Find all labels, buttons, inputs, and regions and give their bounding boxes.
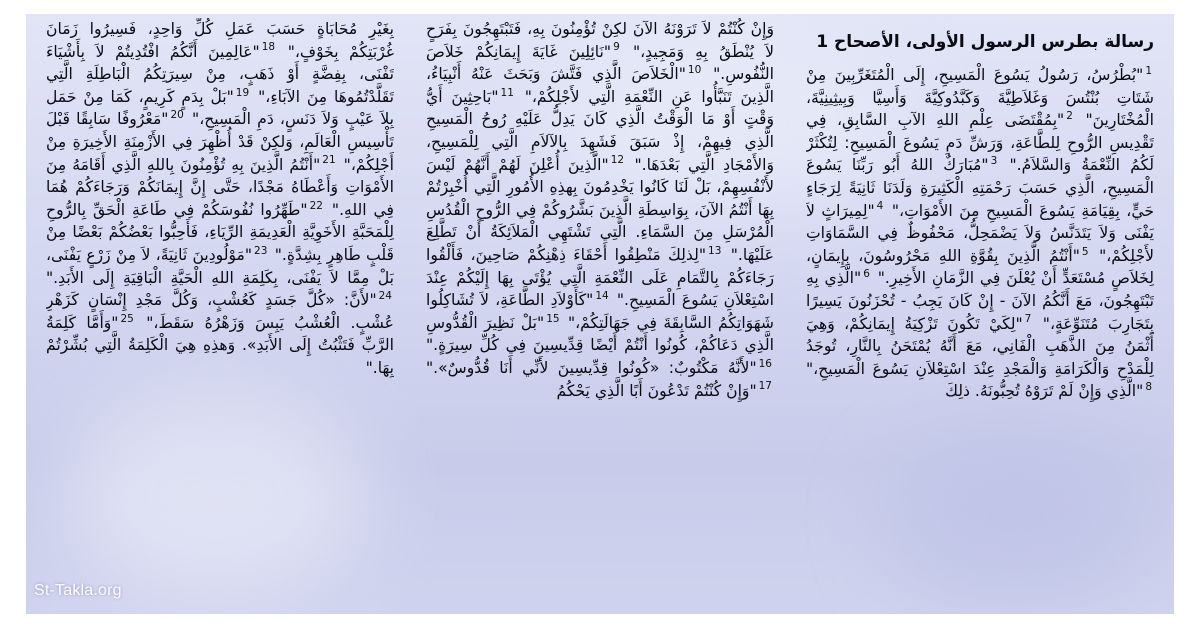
verse-text: "وَإِنْ كُنْتُمْ تَدْعُونَ أَبًا الَّذِي يَحْكُمُ bbox=[556, 381, 757, 400]
verse-text: "بَاحِثِينَ أَيُّ وَقْتٍ أَوْ مَا الْوَقْتُ الَّذِي كَانَ يَدِلُّ عَلَيْهِ رُوحُ الْمَسِيحِ الَّذِي فِيهِمْ، إِذْ سَبَقَ فَشَهِدَ بِالآلاَمِ الَّتِي لِلْمَسِيحِ، وَالأَمْجَادِ الَّتِي بَعْدَهَا." bbox=[426, 87, 774, 174]
verse-text: "لِذلِكَ مَنْطِقُوا أَحْقَاءَ ذِهْنِكُمْ صَاحِينَ، فَأَلْقُوا رَجَاءَكُمْ بِالتَّمَامِ عَلَى النِّعْمَةِ الَّتِي يُؤْتَى بِهَا إِلَيْكُمْ عِنْدَ اسْتِعْلاَنِ يَسُوعَ الْمَسِيحِ." bbox=[426, 245, 774, 310]
verse-number: 22 bbox=[309, 199, 323, 212]
verse-number: 19 bbox=[235, 86, 250, 99]
verse-text: "كَأَوْلاَدِ الطَّاعَةِ، لاَ تُشَاكِلُوا شَهَوَاتِكُمُ السَّابِقَةَ فِي جَهَالَتِكُمْ،" bbox=[426, 291, 774, 332]
verse-number: 14 bbox=[595, 289, 609, 302]
verse-text: "الْخَلاَصَ الَّذِي فَتَّشَ وَبَحَثَ عَنْهُ أَنْبِيَاءُ، الَّذِينَ تَنَبَّأُوا عَنِ النِّعْمَةِ الَّتِي لأَجْلِكُمْ،" bbox=[426, 65, 774, 106]
verse bbox=[945, 382, 1154, 400]
verse-number: 6 bbox=[863, 268, 870, 281]
verse-text: "أَنْتُمُ الَّذِينَ بِقُوَّةِ اللهِ مَحْرُوسُونَ، بِإِيمَانٍ، لِخَلاَصٍ مُسْتَعَدٍّ أَنْ يُعْلَنَ فِي الزَّمَانِ الأَخِيرِ." bbox=[806, 246, 1154, 288]
verse-number: 12 bbox=[610, 154, 625, 167]
verse-number: 16 bbox=[758, 357, 772, 370]
verse-text: "لِكَيْ تَكُونَ تَزْكِيَةُ إِيمَانِكُمْ، وَهِيَ أَثْمَنُ مِنَ الذَّهَبِ الْفَانِي، مَعَ أَنَّهُ يُمْتَحَنُ بِالنَّارِ، تُوجَدُ لِلْمَدْحِ وَالْكَرَامَةِ وَالْمَجْدِ عِنْدَ اسْتِعْلاَنِ يَسُوعَ الْمَسِيحِ،" bbox=[806, 314, 1154, 378]
verse-number: 9 bbox=[613, 41, 620, 54]
verse-number: 8 bbox=[1145, 381, 1152, 394]
verse-number: 23 bbox=[254, 244, 268, 257]
verse-text: "لِمِيرَاثٍ لاَ يَفْنَى وَلاَ يَتَدَنَّسُ وَلاَ يَضْمَحِلُّ، مَحْفُوظٌ فِي السَّمَاوَاتِ لأَجْلِكُمْ،" bbox=[806, 201, 1154, 265]
verse-number: 3 bbox=[990, 155, 998, 168]
verse-text: "مَوْلُودِينَ ثَانِيَةً، لاَ مِنْ زَرْعٍ يَفْنَى، بَلْ مِمَّا لاَ يَفْنَى، بِكَلِمَةِ اللهِ الْحَيَّةِ الْبَاقِيَةِ إِلَى الأَبَدِ." bbox=[46, 245, 394, 287]
verse-number: 10 bbox=[687, 64, 702, 76]
verse-number: 7 bbox=[1024, 313, 1032, 326]
verse-text: "الَّذِي وَإِنْ لَمْ تَرَوْهُ تُحِبُّونَهُ. ذلِكَ bbox=[945, 382, 1144, 401]
verse-text: "بَلْ نَظِيرَ الْقُدُّوسِ الَّذِي دَعَاكُمْ، كُونُوا أَنْتُمْ أَيْضًا قِدِّيسِينَ فِي كُلِّ سِيرَةٍ." bbox=[426, 313, 774, 355]
scripture-panel bbox=[26, 14, 1174, 614]
text-columns bbox=[46, 18, 1154, 610]
chapter-title: رسالة بطرس الرسول الأولى، الأصحاح 1 bbox=[816, 32, 1154, 52]
verse-number: 15 bbox=[546, 312, 560, 325]
verse-number: 21 bbox=[322, 154, 336, 167]
verse-text: "طَهِّرُوا نُفُوسَكُمْ فِي طَاعَةِ الْحَقِّ بِالرُّوحِ لِلْمَحَبَّةِ الأَخَوِيَّةِ الْعَدِيمَةِ الرِّيَاءِ، فَأَحِبُّوا بَعْضُكُمْ بَعْضًا مِنْ قَلْبٍ طَاهِرٍ بِشِدَّةٍ." bbox=[46, 200, 394, 264]
verse-text: "مُبَارَكٌ اللهُ أَبُو رَبِّنَا يَسُوعَ الْمَسِيحِ، الَّذِي حَسَبَ رَحْمَتِهِ الْكَثِيرَةِ وَلَدَنَا ثَانِيَةً لِرَجَاءٍ حَيٍّ، بِقِيَامَةِ يَسُوعَ الْمَسِيحِ مِنَ الأَمْوَاتِ،" bbox=[806, 156, 1154, 220]
verse-number: 2 bbox=[1066, 110, 1073, 122]
verse-number: 13 bbox=[708, 244, 722, 257]
verse-number: 1 bbox=[1145, 64, 1152, 77]
verse bbox=[426, 359, 774, 377]
verse-text: "الَّذِينَ أُعْلِنَ لَهُمْ أَنَّهُمْ لَيْسَ لأَنْفُسِهِمْ، بَلْ لَنَا كَانُوا يَخْدِمُونَ بِهذِهِ الأُمُورِ الَّتِي أُخْبِرْتُمْ بِهَا أَنْتُمُ الآنَ، بِوَاسِطَةِ الَّذِينَ بَشَّرُوكُمْ فِي الرُّوحِ الْقُدُسِ الْمُرْسَلِ مِنَ السَّمَاءِ. الَّتِي تَشْتَهِي الْمَلاَئِكَةُ أَنْ تَطَّلِعَ عَلَيْهَا." bbox=[426, 155, 774, 264]
verse-text: "عَالِمِينَ أَنَّكُمُ افْتُدِيتُمْ لاَ بِأَشْيَاءَ تَفْنَى، بِفِضَّةٍ أَوْ ذَهَبٍ، مِنْ سِيرَتِكُمُ الْبَاطِلَةِ الَّتِي تَقَلَّدْتُمُوهَا مِنَ الآبَاءِ،" bbox=[46, 42, 394, 106]
verse-number: 18 bbox=[261, 41, 276, 54]
verse-text: "الَّذِي بِهِ تَبْتَهِجُونَ، مَعَ أَنَّكُمُ الآنَ - إِنْ كَانَ يَجِبُ - تُحْزَنُونَ يَسِيرًا بِتَجَارِبَ مُتَنَوِّعَةٍ،" bbox=[806, 269, 1154, 333]
verse-number: 17 bbox=[758, 380, 772, 393]
verse-number: 20 bbox=[170, 109, 184, 122]
verse-text: "بِمُقْتَضَى عِلْمِ اللهِ الآبِ السَّابِقِ، فِي تَقْدِيسِ الرُّوحِ لِلطَّاعَةِ، وَرَشِّ دَمِ يَسُوعَ الْمَسِيحِ: لِتُكْثَرْ لَكُمُ النِّعْمَةُ وَالسَّلاَمُ." bbox=[806, 111, 1154, 175]
verse-number: 4 bbox=[876, 200, 884, 213]
verse-text: "نَائِلِينَ غَايَةَ إِيمَانِكُمْ خَلاَصَ النُّفُوسِ." bbox=[426, 42, 774, 84]
site-watermark: St-Takla.org bbox=[34, 582, 122, 599]
verse-number: 24 bbox=[378, 289, 392, 302]
verse-number: 11 bbox=[500, 86, 514, 99]
column-left bbox=[46, 18, 394, 610]
verse-number: 5 bbox=[1081, 245, 1089, 258]
column-right bbox=[806, 18, 1154, 610]
verse-text: "وَأَمَّا كَلِمَةُ الرَّبِّ فَتَثْبُتُ إِلَى الأَبَدِ». وَهذِهِ هِيَ الْكَلِمَةُ الَّتِي بُشِّرْتُمْ بِهَا." bbox=[46, 313, 394, 377]
verse-text: بِغَيْرِ مُحَابَاةٍ حَسَبَ عَمَلِ كُلِّ وَاحِدٍ، فَسِيرُوا زَمَانَ غُرْبَتِكُمْ بِخَوْفٍ،" bbox=[46, 20, 394, 61]
verse-text: "لأَنَّهُ مَكْتُوبٌ: «كُونُوا قِدِّيسِينَ لأَنِّي أَنَا قُدُّوسٌ»." bbox=[426, 358, 757, 377]
verse-text: "بَلْ بِدَمٍ كَرِيمٍ، كَمَا مِنْ حَمَل بِلاَ عَيْبٍ وَلاَ دَنَسٍ، دَمِ الْمَسِيحِ،" bbox=[46, 87, 394, 129]
column-middle bbox=[426, 18, 774, 610]
verse-text: "أَنْتُمُ الَّذِينَ بِهِ تُؤْمِنُونَ بِاللهِ الَّذِي أَقَامَهُ مِنَ الأَمْوَاتِ وَأَعْطَاهُ مَجْدًا، حَتَّى إِنَّ إِيمَانَكُمْ وَرَجَاءَكُمْ هُمَا فِي اللهِ." bbox=[46, 155, 394, 219]
verse-text: "لأَنَّ: «كُلَّ جَسَدٍ كَعُشْبٍ، وَكُلَّ مَجْدِ إِنْسَانٍ كَزَهْرِ عُشْبٍ. الْعُشْبُ يَبِسَ وَزَهْرُهُ سَقَطَ،" bbox=[46, 291, 394, 332]
verse-number: 25 bbox=[120, 312, 134, 325]
verse-text: وَإِنْ كُنْتُمْ لاَ تَرَوْنَهُ الآنَ لكِنْ تُؤْمِنُونَ بِهِ، فَتَبْتَهِجُونَ بِفَرَحٍ لاَ يُنْطَقُ بِهِ وَمَجِيدٍ،" bbox=[426, 20, 774, 61]
verse-text: "بُطْرُسُ، رَسُولُ يَسُوعَ الْمَسِيحِ، إِلَى الْمُتَغَرِّبِينَ مِنْ شَتَاتِ بُنْتُسَ وَغَلاَطِيَّةَ وَكَبَّدُوكِيَّةَ وَأَسِيَّا وَبِيثِينِيَّةَ، الْمُخْتَارِينَ" bbox=[806, 66, 1154, 130]
verse-text: "مَعْرُوفًا سَابِقًا قَبْلَ تَأْسِيسِ الْعَالَمِ، وَلكِنْ قَدْ أُظْهِرَ فِي الأَزْمِنَةِ الأَخِيرَةِ مِنْ أَجْلِكُمْ،" bbox=[46, 110, 394, 174]
verse bbox=[557, 382, 775, 400]
